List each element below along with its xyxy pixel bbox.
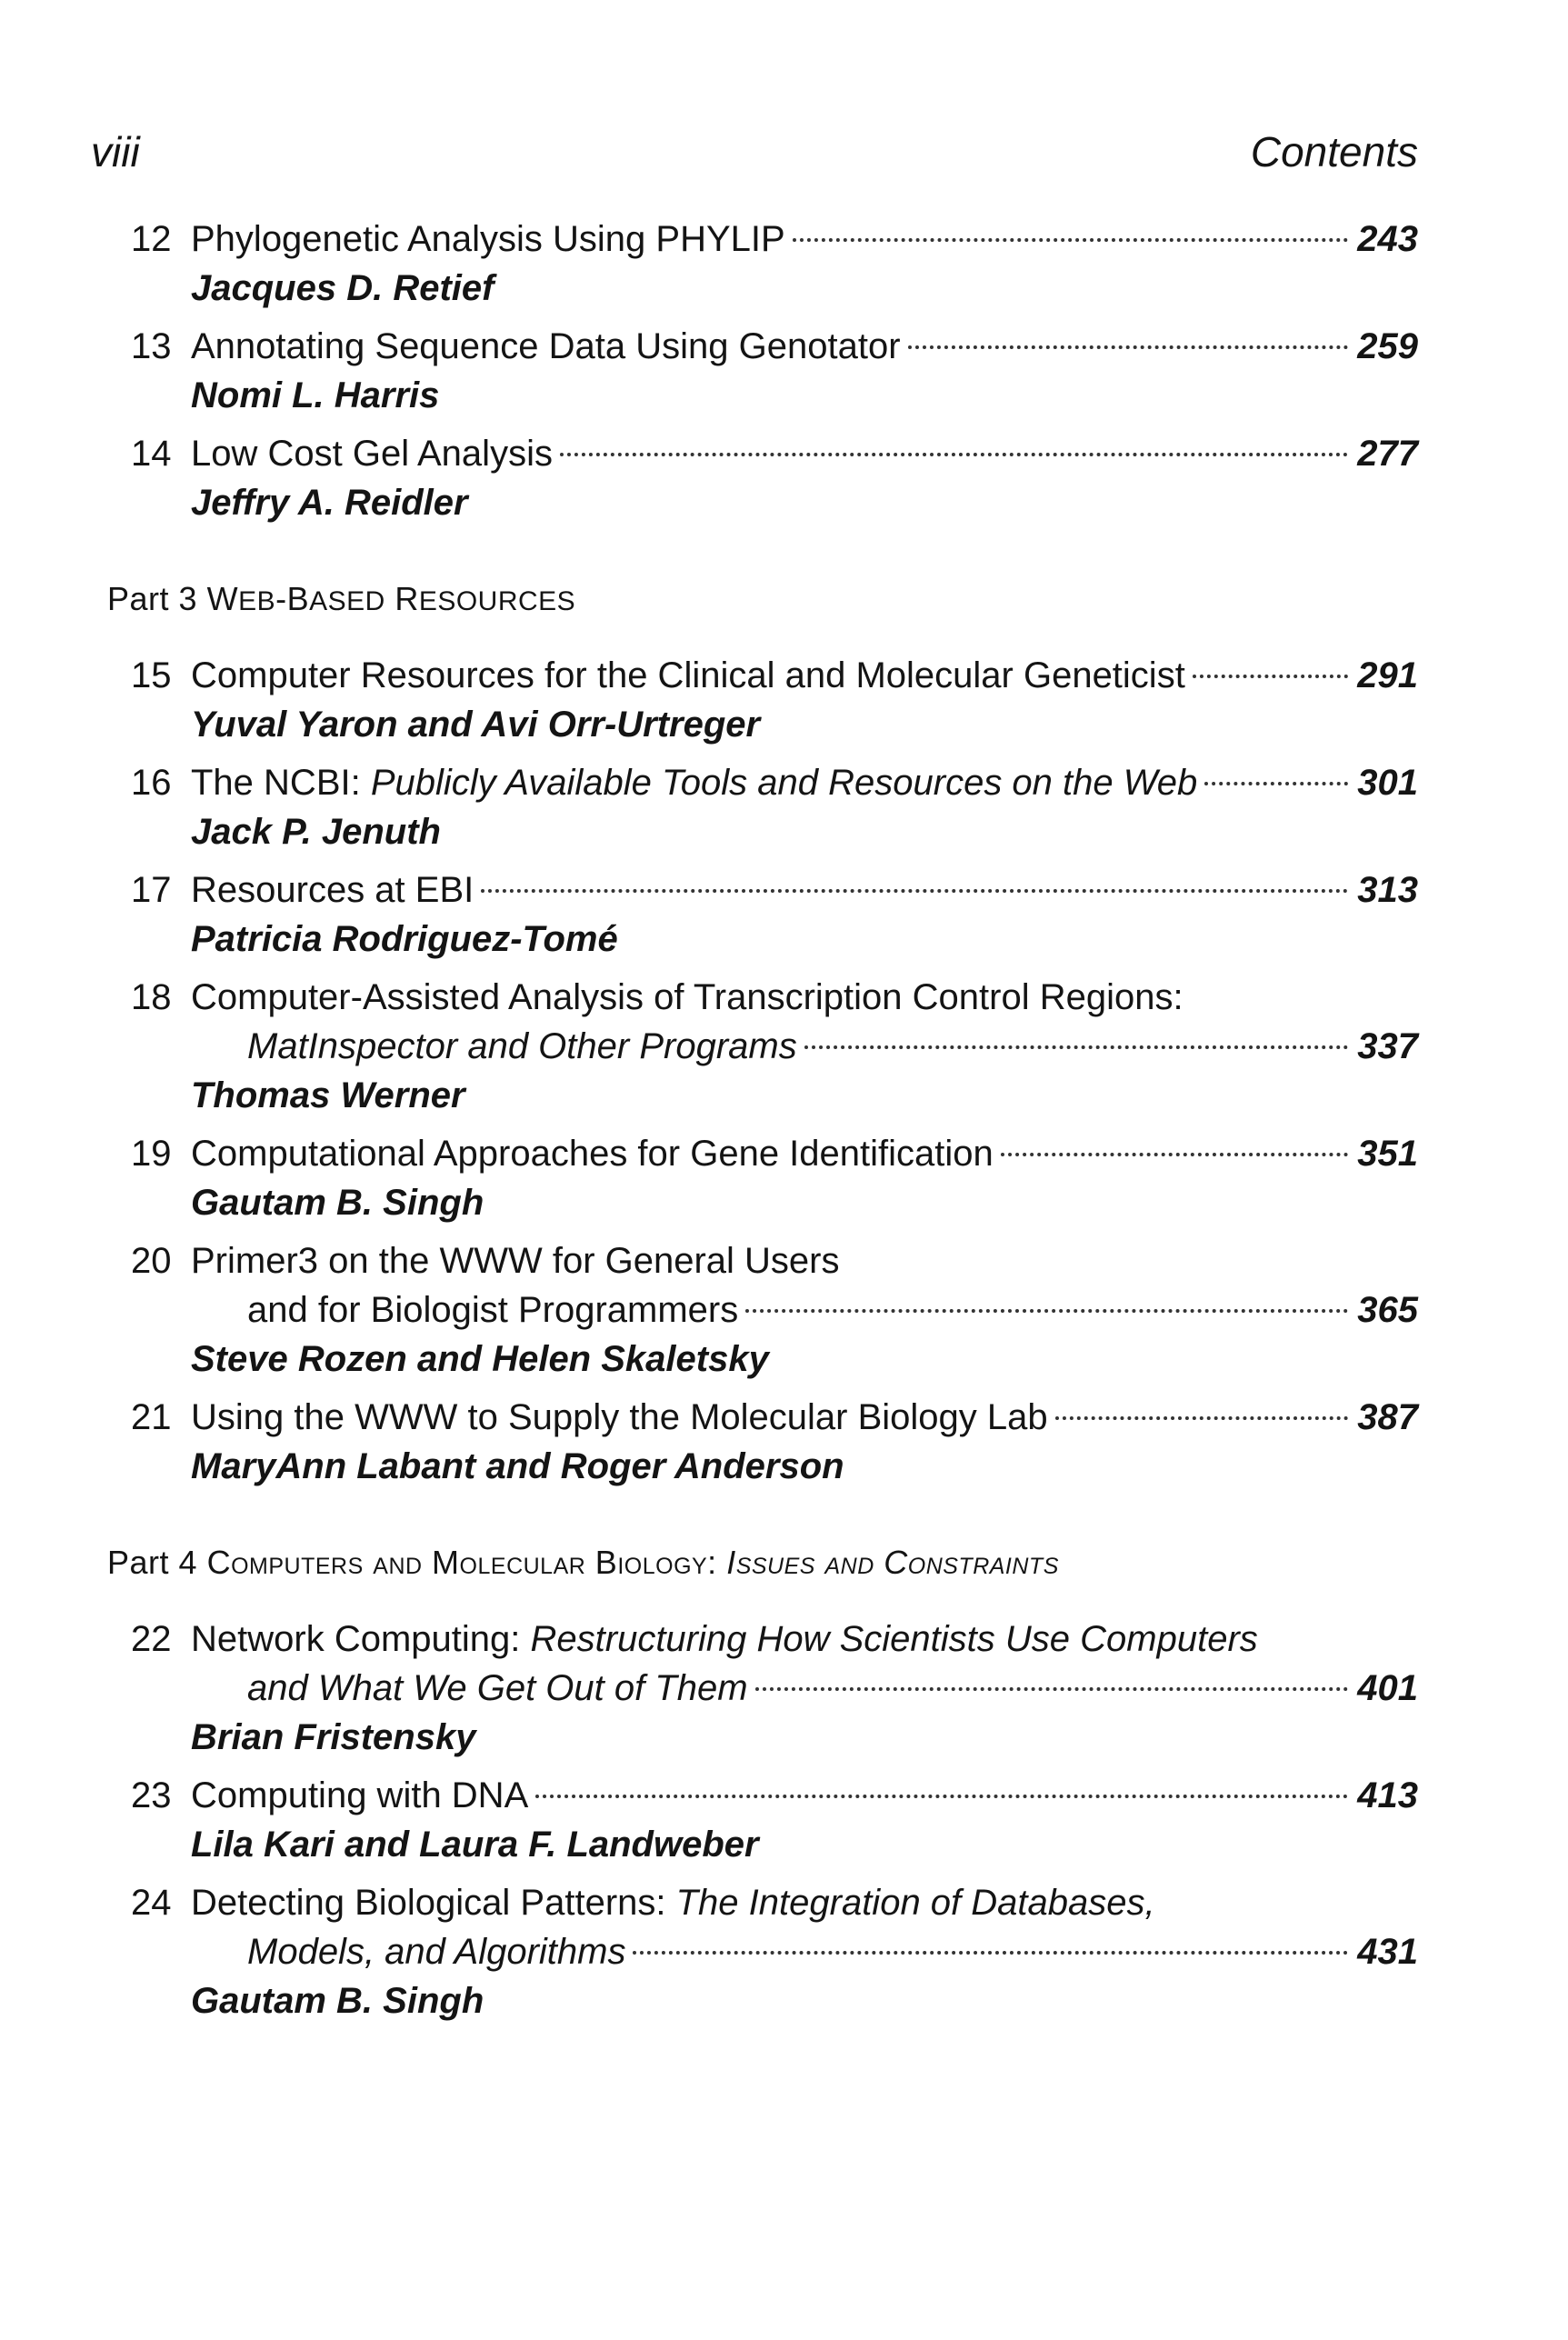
dot-leader — [793, 238, 1349, 242]
page-number: 243 — [1357, 219, 1418, 259]
toc-entry-17[interactable] — [100, 865, 1418, 964]
chapter-authors: Lila Kari and Laura F. Landweber — [191, 1825, 759, 1865]
page-number: 337 — [1357, 1026, 1418, 1066]
toc-entry-22[interactable] — [100, 1615, 1418, 1762]
dot-leader — [1055, 1416, 1349, 1420]
toc-entry-18[interactable] — [100, 973, 1418, 1120]
page-number: 401 — [1357, 1668, 1418, 1708]
page-folio: viii — [91, 128, 140, 175]
chapter-title: The NCBI: Publicly Available Tools and Resources on the Web — [191, 763, 1198, 803]
chapter-title: Annotating Sequence Data Using Genotator — [191, 326, 901, 366]
part-title: Computers and Molecular Biology: Issues and Constraints — [206, 1544, 1059, 1581]
page-number: 351 — [1357, 1134, 1418, 1174]
part-title: WEB-BASED RESOURCES — [206, 580, 576, 617]
dot-leader — [755, 1687, 1349, 1691]
part-3-heading — [107, 580, 1418, 618]
chapter-number: 19 — [131, 1134, 172, 1174]
chapter-title: Computational Approaches for Gene Identification — [191, 1134, 994, 1174]
chapter-title-continued: and What We Get Out of Them — [247, 1668, 748, 1708]
chapter-title: Computer Resources for the Clinical and Molecular Geneticist — [191, 655, 1185, 695]
chapter-title-continued: Models, and Algorithms — [247, 1932, 626, 1972]
dot-leader — [1193, 675, 1348, 678]
toc-entry-12[interactable] — [100, 215, 1418, 313]
chapter-authors: Gautam B. Singh — [191, 1981, 484, 2021]
toc-entry-13[interactable] — [100, 322, 1418, 420]
page-number: 313 — [1357, 870, 1418, 910]
toc-entry-16[interactable] — [100, 758, 1418, 856]
chapter-title-continued: MatInspector and Other Programs — [247, 1026, 797, 1066]
chapter-number: 23 — [131, 1775, 172, 1815]
toc-entry-15[interactable] — [100, 651, 1418, 749]
part-label: Part — [107, 580, 170, 617]
chapter-authors: Jack P. Jenuth — [191, 812, 441, 852]
chapter-number: 22 — [131, 1619, 172, 1659]
dot-leader — [560, 453, 1348, 456]
chapter-title: Network Computing: Restructuring How Scientists Use Computers — [191, 1619, 1258, 1659]
chapter-authors: Thomas Werner — [191, 1075, 465, 1115]
page-number: 413 — [1357, 1775, 1418, 1815]
dot-leader — [908, 345, 1349, 349]
part-4-heading — [107, 1544, 1418, 1582]
chapter-title: Primer3 on the WWW for General Users — [191, 1241, 840, 1281]
toc-entry-24[interactable] — [100, 1878, 1418, 2025]
dot-leader — [535, 1795, 1348, 1798]
toc-entry-23[interactable] — [100, 1771, 1418, 1869]
chapter-title: Computing with DNA — [191, 1775, 529, 1815]
chapter-authors: Gautam B. Singh — [191, 1183, 484, 1223]
dot-leader — [1204, 782, 1348, 785]
chapter-number: 12 — [131, 219, 172, 259]
toc-entry-19[interactable] — [100, 1129, 1418, 1227]
toc-entry-20[interactable] — [100, 1236, 1418, 1384]
part-label: Part — [107, 1544, 170, 1581]
chapter-number: 24 — [131, 1883, 172, 1923]
chapter-number: 18 — [131, 977, 172, 1017]
dot-leader — [804, 1045, 1349, 1049]
chapter-title: Low Cost Gel Analysis — [191, 434, 553, 474]
chapter-authors: Brian Fristensky — [191, 1717, 476, 1757]
part-number: 4 — [178, 1544, 198, 1581]
chapter-number: 20 — [131, 1241, 172, 1281]
chapter-number: 21 — [131, 1397, 172, 1437]
dot-leader — [633, 1951, 1348, 1955]
page-number: 365 — [1357, 1290, 1418, 1330]
part-number: 3 — [178, 580, 198, 617]
chapter-title: Detecting Biological Patterns: The Integration of Databases, — [191, 1883, 1155, 1923]
chapter-authors: Jeffry A. Reidler — [191, 483, 468, 523]
page-number: 259 — [1357, 326, 1418, 366]
page-number: 387 — [1357, 1397, 1418, 1437]
dot-leader — [481, 889, 1348, 893]
chapter-authors: Steve Rozen and Helen Skaletsky — [191, 1339, 769, 1379]
chapter-authors: Yuval Yaron and Avi Orr-Urtreger — [191, 705, 761, 745]
running-head: Contents — [1250, 128, 1418, 175]
page-number: 277 — [1357, 434, 1418, 474]
chapter-authors: MaryAnn Labant and Roger Anderson — [191, 1446, 844, 1486]
chapter-title: Using the WWW to Supply the Molecular Biology Lab — [191, 1397, 1048, 1437]
chapter-number: 13 — [131, 326, 172, 366]
chapter-number: 14 — [131, 434, 172, 474]
chapter-number: 15 — [131, 655, 172, 695]
toc-entry-14[interactable] — [100, 429, 1418, 527]
page-number: 301 — [1357, 763, 1418, 803]
chapter-authors: Jacques D. Retief — [191, 268, 494, 308]
chapter-number: 17 — [131, 870, 172, 910]
chapter-authors: Patricia Rodriguez-Tomé — [191, 919, 618, 959]
chapter-title: Resources at EBI — [191, 870, 474, 910]
page-number: 291 — [1357, 655, 1418, 695]
page-number: 431 — [1357, 1932, 1418, 1972]
dot-leader — [1001, 1153, 1348, 1156]
chapter-authors: Nomi L. Harris — [191, 375, 440, 415]
dot-leader — [745, 1309, 1348, 1313]
chapter-title: Computer-Assisted Analysis of Transcription Control Regions: — [191, 977, 1183, 1017]
chapter-title-continued: and for Biologist Programmers — [247, 1290, 739, 1330]
table-of-contents — [100, 215, 1418, 2035]
chapter-number: 16 — [131, 763, 172, 803]
chapter-title: Phylogenetic Analysis Using PHYLIP — [191, 219, 785, 259]
toc-entry-21[interactable] — [100, 1393, 1418, 1491]
